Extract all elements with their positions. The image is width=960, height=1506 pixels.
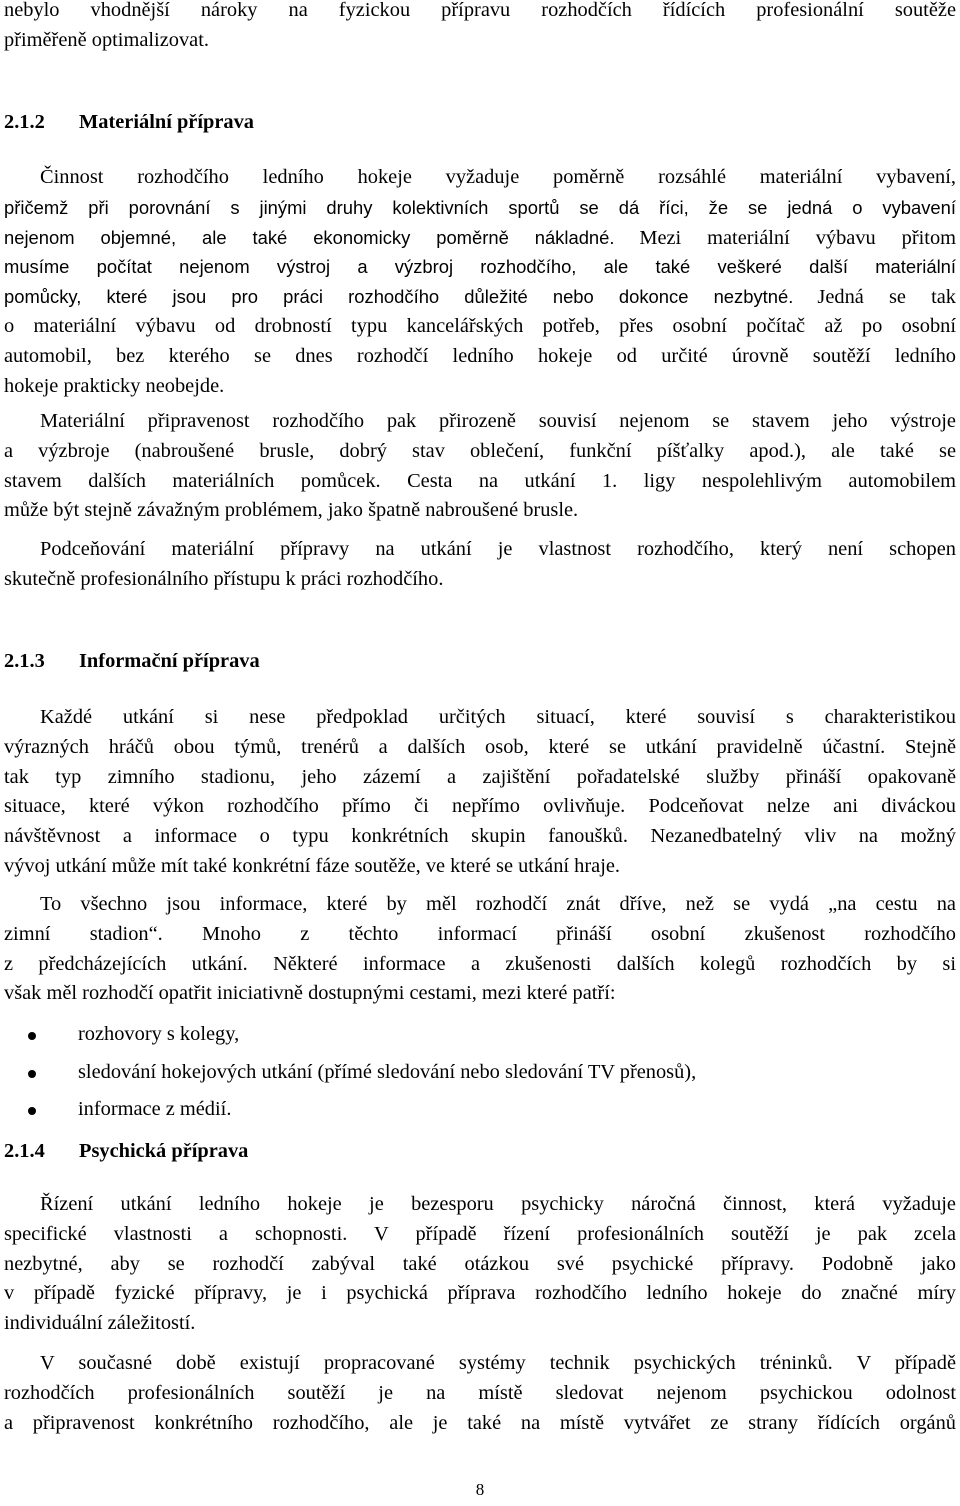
text-line: Činnost rozhodčího ledního hokeje vyžaduje poměrně rozsáhlé materiální vybavení,	[40, 166, 956, 188]
text-line: tak typ zimního stadionu, jeho zázemí a zajištění pořadatelské služby přináší opakovaně	[4, 765, 956, 788]
text-run: nejenom objemné, ale také ekonomicky poměrně nákladné.	[4, 226, 615, 248]
text-line: specifické vlastnosti a schopnosti. V případě řízení profesionálních soutěží je pak zcela	[4, 1222, 956, 1245]
text-line: a výzbroje (nabroušené brusle, dobrý stav oblečení, funkční píšťalky apod.), ale také se	[4, 439, 956, 462]
text-line: a připravenost konkrétního rozhodčího, ale je také na místě vytvářet ze strany řídících orgánů	[4, 1411, 956, 1434]
paragraph	[4, 890, 956, 1009]
list-item-text: sledování hokejových utkání (přímé sledování nebo sledování TV přenosů),	[78, 1061, 697, 1083]
text-line	[4, 223, 956, 253]
text-run: Jedná se tak	[817, 286, 956, 309]
paragraph	[4, 407, 956, 526]
bullet-icon	[28, 1070, 36, 1078]
list-item	[4, 1095, 956, 1125]
bullet-icon	[28, 1107, 36, 1115]
text-line: To všechno jsou informace, které by měl rozhodčí znát dříve, než se vydá „na cestu na	[40, 893, 956, 915]
text-line: Podceňování materiální přípravy na utkání je vlastnost rozhodčího, který není schopen	[40, 538, 956, 560]
section-heading-2-1-4	[4, 1137, 248, 1167]
list-item-text: informace z médií.	[78, 1098, 232, 1120]
text-line: V současné době existují propracované systémy technik psychických tréninků. V případě	[40, 1352, 956, 1374]
text-line: Každé utkání si nese předpoklad určitých situací, které souvisí s charakteristikou	[40, 706, 956, 728]
section-title: Materiální příprava	[79, 111, 254, 133]
bullet-icon	[28, 1032, 36, 1040]
text-line: však měl rozhodčí opatřit iniciativně dostupnými cestami, mezi které patří:	[4, 982, 616, 1005]
text-line: individuální záležitostí.	[4, 1312, 196, 1335]
text-line	[4, 282, 956, 312]
text-line: Řízení utkání ledního hokeje je bezesporu psychicky náročná činnost, která vyžaduje	[40, 1193, 956, 1215]
text-line: Materiální připravenost rozhodčího pak přirozeně souvisí nejenom se stavem jeho výstroje	[40, 410, 956, 432]
section-number: 2.1.4	[4, 1140, 45, 1162]
text-line: stavem dalších materiálních pomůcek. Cesta na utkání 1. ligy nespolehlivým automobilem	[4, 469, 956, 492]
text-line: v případě fyzické přípravy, je i psychická příprava rozhodčího ledního hokeje do značné míry	[4, 1282, 956, 1305]
text-line: rozhodčích profesionálních soutěží je na místě sledovat nejenom psychickou odolnost	[4, 1381, 956, 1404]
text-line: situace, které výkon rozhodčího přímo či nepřímo ovlivňuje. Podceňovat nelze ani diváckou	[4, 795, 956, 818]
section-heading-2-1-3	[4, 647, 260, 677]
text-line: může být stejně závažným problémem, jako špatně nabroušené brusle.	[4, 499, 579, 522]
text-line: skutečně profesionálního přístupu k práci rozhodčího.	[4, 567, 444, 590]
text-line: přiměřeně optimalizovat.	[4, 28, 209, 51]
paragraph	[4, 1190, 956, 1339]
text-line: výrazných hráčů obou týmů, trenérů a dalších osob, které se utkání pravidelně účastní. Stejně	[4, 735, 956, 758]
paragraph	[4, 535, 956, 595]
text-line: nezbytné, aby se rozhodčí zabýval také otázkou své psychické přípravy. Podobně jako	[4, 1252, 956, 1275]
text-line: návštěvnost a informace o typu konkrétních skupin fanoušků. Nezanedbatelný vliv na možný	[4, 825, 956, 848]
paragraph	[4, 703, 956, 882]
text-line: z předcházejících utkání. Některé informace a zkušenosti dalších kolegů rozhodčích by si	[4, 952, 956, 975]
paragraph	[4, 1349, 956, 1438]
section-title: Informační příprava	[79, 650, 260, 672]
section-title: Psychická příprava	[79, 1140, 249, 1162]
paragraph	[4, 163, 956, 401]
text-run: Mezi materiální výbavu přitom	[639, 226, 957, 249]
list-item	[4, 1058, 956, 1088]
text-line: vývoj utkání může mít také konkrétní fáze soutěže, ve které se utkání hraje.	[4, 854, 621, 877]
list-item-text: rozhovory s kolegy,	[78, 1023, 240, 1045]
text-line: zimní stadion“. Mnoho z těchto informací přináší osobní zkušenost rozhodčího	[4, 922, 956, 945]
text-line: musíme počítat nejenom výstroj a výzbroj rozhodčího, ale také veškeré další materiální	[4, 256, 956, 278]
page-number: 8	[475, 1480, 485, 1499]
text-line: automobil, bez kterého se dnes rozhodčí ledního hokeje od určité úrovně soutěží ledního	[4, 344, 956, 367]
text-line: o materiální výbavu od drobností typu kancelářských potřeb, přes osobní počítač až po osobní	[4, 314, 956, 337]
section-heading-2-1-2	[4, 108, 254, 138]
text-line: přičemž při porovnání s jinými druhy kolektivních sportů se dá říci, že se jedná o vybavení	[4, 196, 956, 218]
intro-paragraph	[4, 0, 956, 56]
text-line: hokeje prakticky neobejde.	[4, 374, 225, 397]
text-run: pomůcky, které jsou pro práci rozhodčího důležité nebo dokonce nezbytné.	[4, 286, 794, 308]
section-number: 2.1.3	[4, 650, 45, 672]
section-number: 2.1.2	[4, 111, 45, 133]
list-item	[4, 1020, 956, 1050]
text-line: nebylo vhodnější nároky na fyzickou přípravu rozhodčích řídících profesionální soutěže	[4, 0, 956, 21]
